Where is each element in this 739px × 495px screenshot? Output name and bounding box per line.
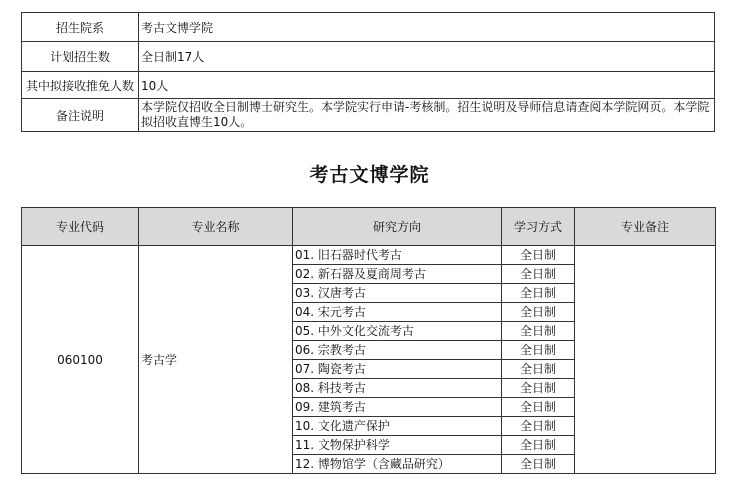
program-code: 060100	[22, 246, 139, 474]
info-value: 10人	[139, 72, 715, 99]
research-direction: 11. 文物保护科学	[293, 436, 502, 455]
header-cell: 研究方向	[293, 208, 502, 246]
program-table-header	[22, 208, 716, 246]
info-label: 其中拟接收推免人数	[22, 72, 139, 99]
info-row-remarks	[22, 99, 715, 132]
research-direction: 01. 旧石器时代考古	[293, 246, 502, 265]
info-row-recommended-count	[22, 72, 715, 99]
study-mode: 全日制	[502, 455, 575, 474]
research-direction: 05. 中外文化交流考古	[293, 322, 502, 341]
research-direction: 03. 汉唐考古	[293, 284, 502, 303]
program-table	[21, 207, 716, 474]
info-value: 全日制17人	[139, 42, 715, 72]
info-value: 考古文博学院	[139, 13, 715, 42]
research-direction: 04. 宋元考古	[293, 303, 502, 322]
study-mode: 全日制	[502, 322, 575, 341]
program-name: 考古学	[139, 246, 293, 474]
info-label: 备注说明	[22, 99, 139, 132]
research-direction: 08. 科技考古	[293, 379, 502, 398]
study-mode: 全日制	[502, 246, 575, 265]
info-row-department	[22, 13, 715, 42]
study-mode: 全日制	[502, 379, 575, 398]
info-label: 招生院系	[22, 13, 139, 42]
info-value: 本学院仅招收全日制博士研究生。本学院实行申请-考核制。招生说明及导师信息请查阅本学院网页。本学院拟招收直博生10人。	[139, 99, 715, 132]
header-cell: 学习方式	[502, 208, 575, 246]
header-cell: 专业名称	[139, 208, 293, 246]
study-mode: 全日制	[502, 284, 575, 303]
table-row	[22, 246, 716, 265]
info-row-planned-enrollment	[22, 42, 715, 72]
program-remark	[575, 246, 716, 474]
study-mode: 全日制	[502, 398, 575, 417]
research-direction: 07. 陶瓷考古	[293, 360, 502, 379]
study-mode: 全日制	[502, 341, 575, 360]
study-mode: 全日制	[502, 417, 575, 436]
header-cell: 专业代码	[22, 208, 139, 246]
study-mode: 全日制	[502, 436, 575, 455]
study-mode: 全日制	[502, 265, 575, 284]
research-direction: 09. 建筑考古	[293, 398, 502, 417]
section-title: 考古文博学院	[309, 164, 430, 186]
research-direction: 12. 博物馆学（含藏品研究）	[293, 455, 502, 474]
info-label: 计划招生数	[22, 42, 139, 72]
research-direction: 10. 文化遗产保护	[293, 417, 502, 436]
research-direction: 06. 宗教考古	[293, 341, 502, 360]
admission-info-table	[21, 12, 715, 132]
header-cell: 专业备注	[575, 208, 716, 246]
research-direction: 02. 新石器及夏商周考古	[293, 265, 502, 284]
study-mode: 全日制	[502, 303, 575, 322]
study-mode: 全日制	[502, 360, 575, 379]
